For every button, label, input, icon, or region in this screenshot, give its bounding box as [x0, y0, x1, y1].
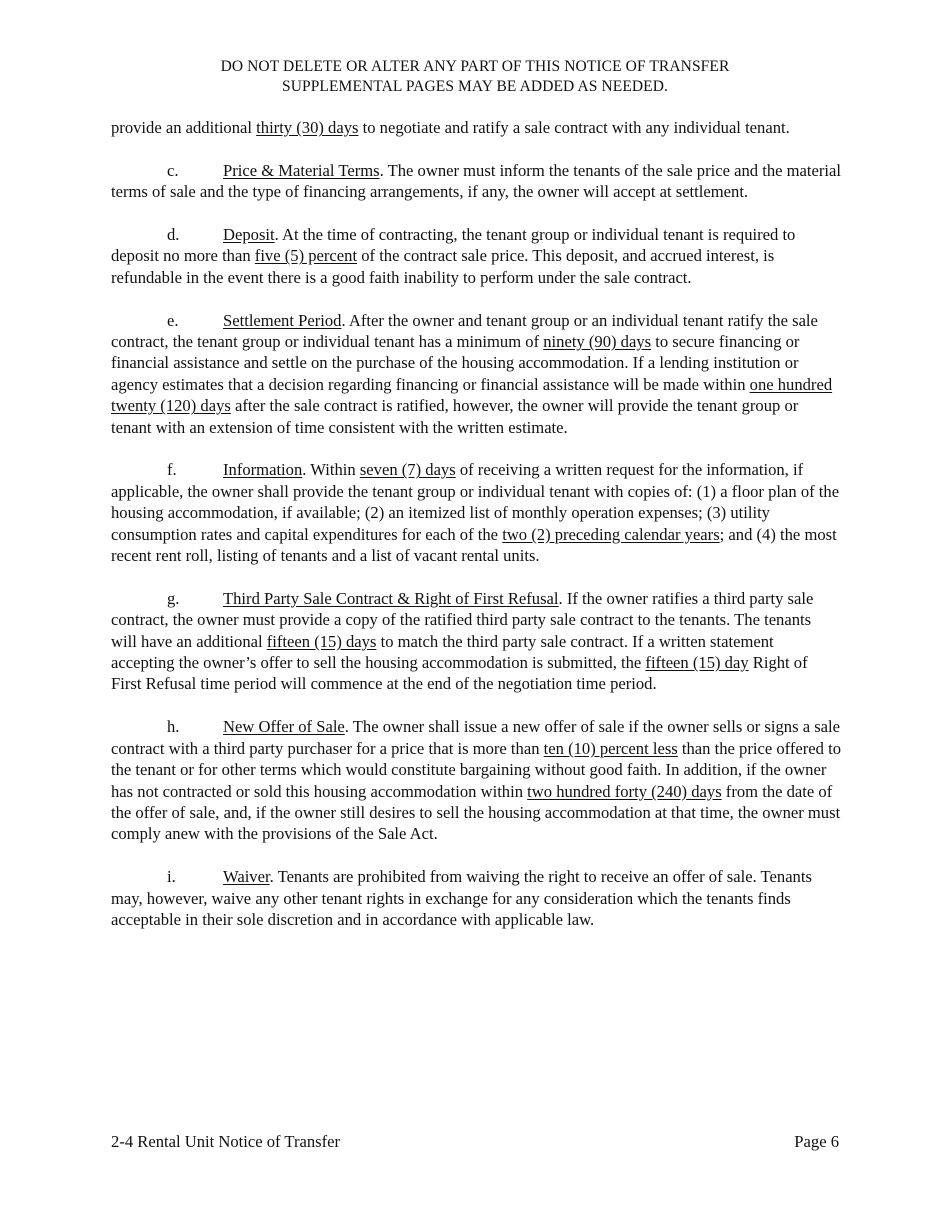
section-title: Information	[223, 460, 303, 480]
section-c-price-material-terms: c. Price & Material Terms. The owner must inform the tenants of the sale price and the material terms of sale and the type of financing arrangements, if any, the owner will accept at settlement.	[111, 160, 841, 202]
page-footer	[111, 1131, 839, 1152]
section-e-settlement-period: e. Settlement Period. After the owner and tenant group or an individual tenant ratify the sale contract, the tenant group or individual tenant has a minimum of ninety (90) days to secure financing or financial assistance and settle on the purchase of the housing accommodation. If a lending institution or agency estimates that a decision regarding financing or financial assistance will be made within one hundred twenty (120) days after the sale contract is ratified, however, the owner will provide the tenant group or tenant with an extension of time consistent with the written estimate.	[111, 310, 833, 437]
section-d-deposit: d. Deposit. At the time of contracting, the tenant group or individual tenant is required to deposit no more than five (5) percent of the contract sale price. This deposit, and accrued interest, is refundable in the event there is a good faith inability to perform under the sale contract.	[111, 225, 796, 287]
section-title: Deposit	[223, 225, 275, 244]
section-g-third-party-sale-contract: g. Third Party Sale Contract & Right of First Refusal. If the owner ratifies a third party sale contract, the owner must provide a copy of the ratified third party sale contract to the tenants. The tenants will have an additional fifteen (15) days to match the third party sale contract. If a written statement accepting the owner’s offer to sell the housing accommodation is submitted, the fifteen (15) day Right of First Refusal time period will commence at the end of the negotiation time period.	[111, 588, 814, 694]
document-body	[111, 117, 841, 952]
continuation-paragraph: provide an additional thirty (30) days to negotiate and ratify a sale contract with any individual tenant.	[111, 118, 790, 137]
section-h-new-offer-of-sale: h. New Offer of Sale. The owner shall issue a new offer of sale if the owner sells or signs a sale contract with a third party purchaser for a price that is more than ten (10) percent less than the price offered to the tenant or for other terms which would constitute bargaining without good faith. In addition, if the owner has not contracted or sold this housing accommodation within two hundred forty (240) days from the date of the offer of sale, and, if the owner still desires to sell the housing accommodation at that time, the owner must comply anew with the provisions of the Sale Act.	[111, 717, 842, 844]
section-i-waiver: i. Waiver. Tenants are prohibited from waiving the right to receive an offer of sale. Tenants may, however, waive any other tenant rights in exchange for any consideration which the tenants finds acceptable in their sole discretion and in accordance with applicable law.	[111, 867, 812, 929]
section-title: Waiver	[223, 867, 270, 887]
page-number: Page 6	[794, 1132, 839, 1151]
section-title: New Offer of Sale	[223, 717, 345, 737]
header-warning-line: DO NOT DELETE OR ALTER ANY PART OF THIS NOTICE OF TRANSFER	[220, 58, 730, 75]
section-title: Third Party Sale Contract & Right of First Refusal	[223, 588, 559, 608]
page-header	[0, 57, 950, 97]
section-f-information: f. Information. Within seven (7) days of receiving a written request for the information, if applicable, the owner shall provide the tenant group or individual tenant with copies of: (1) a floor plan of the housing accommodation, if available; (2) an itemized list of monthly operation expenses; (3) utility consumption rates and capital expenditures for each of the two (2) preceding calendar years; and (4) the most recent rent roll, listing of tenants and a list of vacant rental units.	[111, 460, 840, 566]
header-supplemental-line: SUPPLEMENTAL PAGES MAY BE ADDED AS NEEDED.	[281, 78, 669, 95]
section-title: Price & Material Terms	[223, 160, 380, 180]
footer-form-name: 2-4 Rental Unit Notice of Transfer	[111, 1132, 341, 1151]
section-title: Settlement Period	[223, 310, 342, 330]
